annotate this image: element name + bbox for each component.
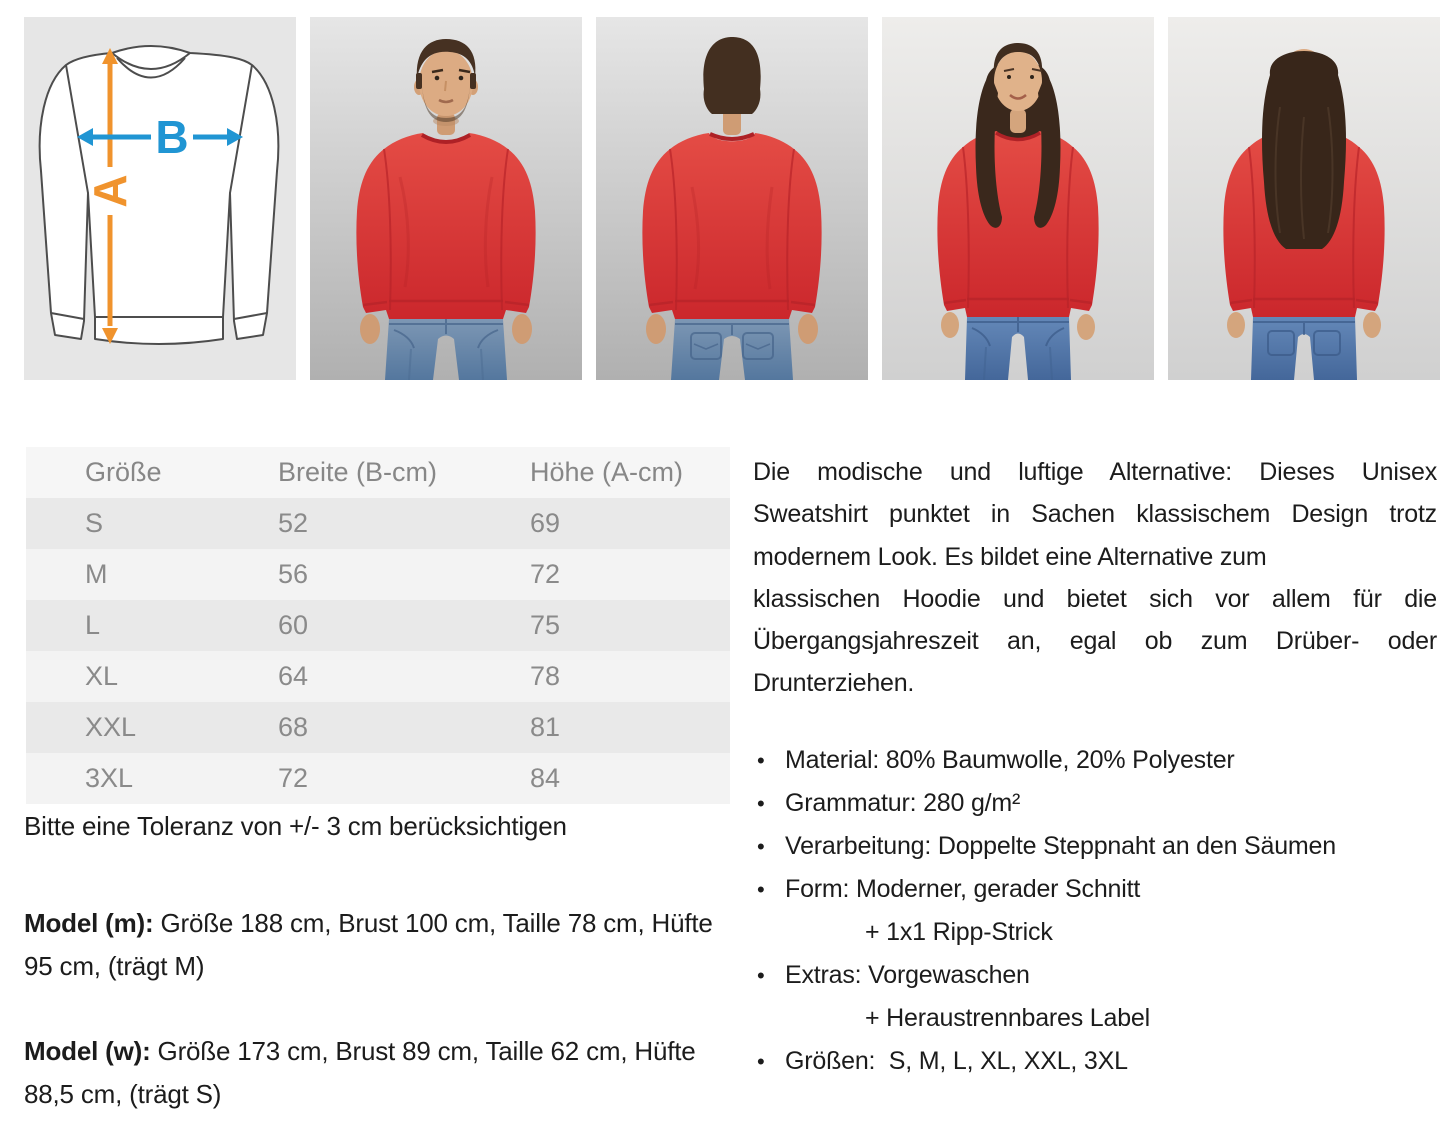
bullet-icon: • — [757, 791, 765, 816]
table-cell: 78 — [530, 661, 561, 691]
table-cell: 52 — [278, 508, 309, 538]
bullet-icon: • — [757, 963, 765, 988]
table-row — [26, 549, 730, 600]
description-line: klassischen Hoodie und bietet sich vor allem für die — [753, 584, 1437, 613]
woman-back-illustration — [1168, 17, 1440, 380]
woman-front-illustration — [882, 17, 1154, 380]
table-row — [26, 753, 730, 804]
red-sweatshirt — [642, 133, 821, 319]
feature-text: Extras: Vorgewaschen — [785, 961, 1030, 989]
table-cell: 72 — [278, 763, 309, 793]
table-row — [26, 651, 730, 702]
feature-item — [757, 1040, 1443, 1083]
description-line: Die modische und luftige Alternative: Dieses Unisex — [753, 458, 1437, 486]
long-hair — [1262, 51, 1346, 249]
bullet-icon: • — [757, 834, 765, 859]
bullet-icon: • — [757, 748, 765, 773]
label-b: B — [155, 111, 189, 164]
table-cell: 64 — [278, 661, 309, 691]
label-a: A — [84, 174, 137, 208]
table-cell: 84 — [530, 763, 561, 793]
table-cell: 81 — [530, 712, 561, 742]
table-cell: 3XL — [85, 763, 134, 793]
bullet-icon: • — [757, 1049, 765, 1074]
table-cell: XL — [85, 661, 119, 691]
table-cell: M — [85, 559, 108, 589]
feature-text: Form: Moderner, gerader Schnitt — [785, 875, 1141, 903]
table-row — [26, 498, 730, 549]
table-cell: XXL — [85, 712, 137, 742]
sweatshirt-outline-drawing — [40, 46, 279, 344]
column-header: Größe — [85, 457, 162, 487]
feature-text: + 1x1 Ripp-Strick — [865, 918, 1053, 946]
tolerance-note: Bitte eine Toleranz von +/- 3 cm berücksichtigen — [24, 811, 567, 841]
feature-item — [757, 825, 1443, 868]
table-cell: 72 — [530, 559, 561, 589]
model-w-text: Größe 173 cm, Brust 89 cm, Taille 62 cm, Hüfte 88,5 cm, (trägt S) — [24, 1036, 696, 1109]
size-diagram — [24, 17, 296, 380]
man-back-illustration — [596, 17, 868, 380]
feature-text: Verarbeitung: Doppelte Steppnaht an den Säumen — [785, 832, 1336, 860]
feature-item — [757, 954, 1443, 997]
man-front-illustration — [310, 17, 582, 380]
description-line: Übergangsjahreszeit an, egal ob zum Drüber- oder — [753, 627, 1437, 656]
model-m-text: Größe 188 cm, Brust 100 cm, Taille 78 cm, Hüfte 95 cm, (trägt M) — [24, 908, 713, 981]
table-cell: 75 — [530, 610, 561, 640]
table-cell: 69 — [530, 508, 561, 538]
feature-item — [757, 868, 1443, 911]
feature-item — [757, 911, 1443, 954]
table-cell: L — [85, 610, 101, 640]
red-sweatshirt — [356, 133, 535, 319]
photo-man-front — [310, 17, 582, 380]
feature-text: + Heraustrennbares Label — [865, 1004, 1150, 1032]
feature-item — [757, 782, 1443, 825]
column-header: Breite (B-cm) — [278, 457, 438, 487]
product-description — [753, 451, 1437, 705]
feature-text: Größen: S, M, L, XL, XXL, 3XL — [785, 1047, 1128, 1075]
feature-list — [757, 739, 1443, 1083]
photo-woman-back — [1168, 17, 1440, 380]
description-line: Sweatshirt punktet in Sachen klassischem Design trotz — [753, 500, 1437, 529]
size-diagram-panel — [24, 17, 296, 380]
description-line: modernem Look. Es bildet eine Alternative zum — [753, 542, 1267, 571]
model-w-info — [24, 1030, 732, 1116]
red-sweatshirt — [937, 131, 1098, 317]
bullet-icon: • — [757, 877, 765, 902]
feature-text: Grammatur: 280 g/m² — [785, 789, 1021, 817]
table-header-row — [26, 447, 730, 498]
table-cell: 60 — [278, 610, 309, 640]
table-cell: S — [85, 508, 104, 538]
table-row — [26, 702, 730, 753]
table-row — [26, 600, 730, 651]
table-cell: 68 — [278, 712, 309, 742]
feature-item — [757, 739, 1443, 782]
table-cell: 56 — [278, 559, 309, 589]
description-line: Drunterziehen. — [753, 669, 915, 698]
size-table — [26, 447, 730, 804]
product-images-row — [24, 17, 1440, 380]
feature-item — [757, 997, 1443, 1040]
column-header: Höhe (A-cm) — [530, 457, 684, 487]
photo-woman-front — [882, 17, 1154, 380]
feature-text: Material: 80% Baumwolle, 20% Polyester — [785, 746, 1235, 774]
photo-man-back — [596, 17, 868, 380]
model-m-label: Model (m): — [24, 908, 154, 938]
model-w-label: Model (w): — [24, 1036, 151, 1066]
model-m-info — [24, 902, 732, 988]
